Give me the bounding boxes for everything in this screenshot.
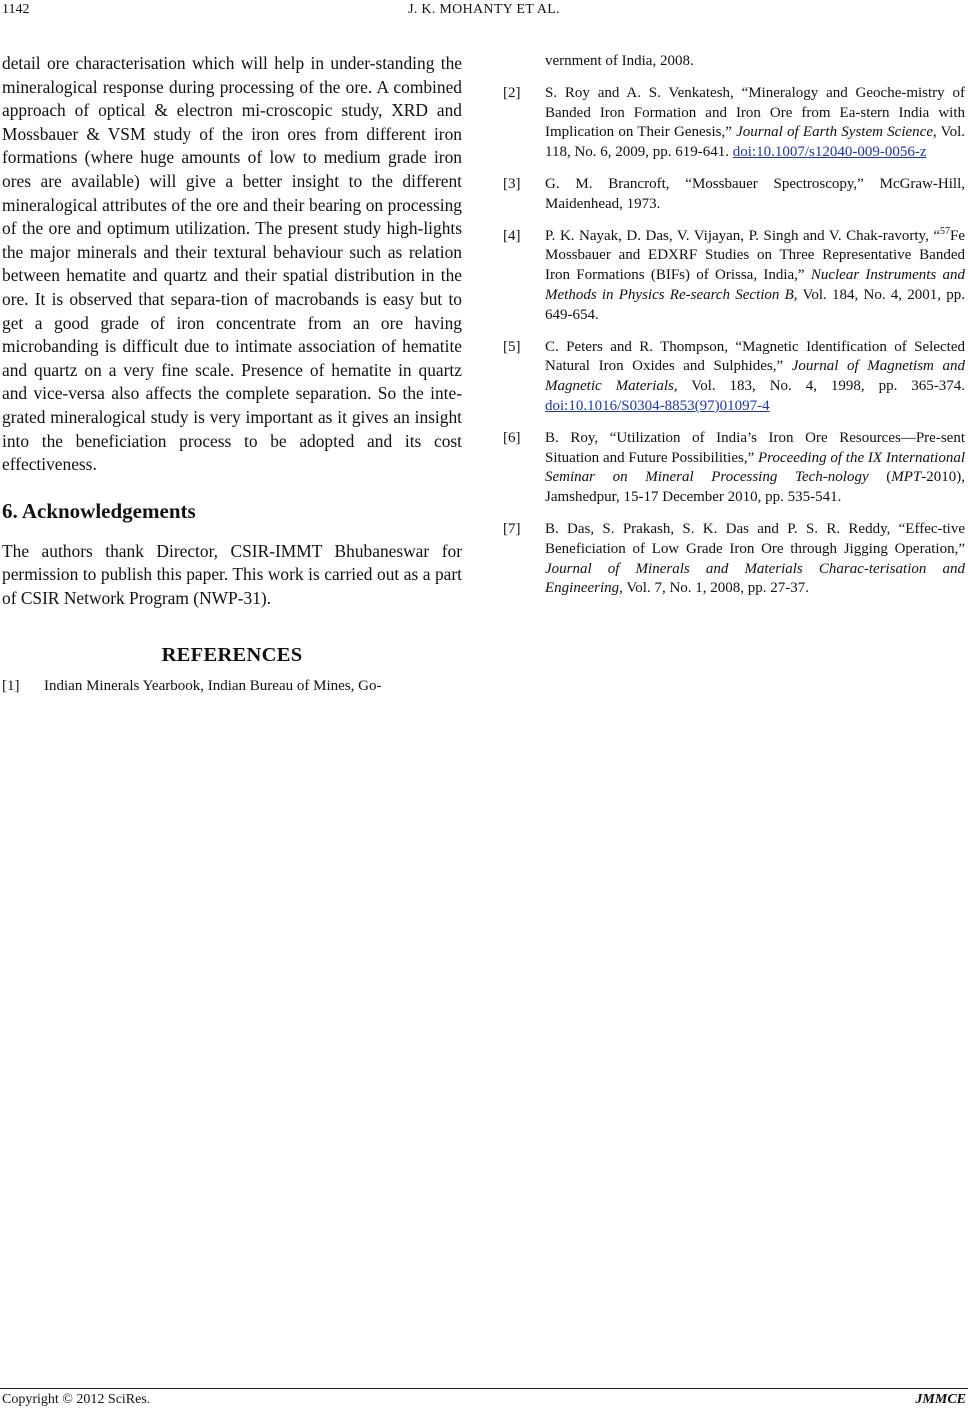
reference-journal: Journal of Magnetism and Magnetic Materials (545, 358, 965, 395)
footer-rule (0, 1388, 968, 1389)
reference-text: G. M. Brancroft, “Mossbauer Spectroscopy,” McGraw-Hill, Maidenhead, 1973. (545, 175, 965, 212)
left-column (2, 52, 462, 709)
reference-number: [5] (503, 338, 521, 355)
reference-authors-title: P. K. Nayak, D. Das, V. Vijayan, P. Singh and V. Chak-ravorty, “ (545, 227, 940, 244)
reference-authors-title: S. Roy and A. S. Venkatesh, “Mineralogy and Geoche-mistry of Banded Iron Formation and Iron Ore from Ea-stern India with Implication on Their Genesis,” (545, 84, 965, 141)
doi-link[interactable]: doi:10.1016/S0304-8853(97)01097-4 (545, 397, 770, 414)
copyright-notice: Copyright © 2012 SciRes. (2, 1392, 151, 1407)
reference-text: Indian Minerals Yearbook, Indian Bureau of Mines, Go- (44, 678, 382, 695)
references-heading: REFERENCES (161, 644, 303, 667)
reference-7 (503, 520, 965, 599)
reference-mpt: MPT (891, 469, 922, 486)
reference-number: [2] (503, 84, 521, 101)
body-paragraph: detail ore characterisation which will help in under-standing the mineralogical response during processing of the ore. A combined approach of optical & electron mi-croscopic study, XRD and Mossbauer & VSM study of the iron ores from different iron formations (where huge amounts of low to medium grade iron ores are available) will give a better insight to the different mineralogical attributes of the ore and their bearing on processing of the ore and optimum utilization. The present study high-lights the major minerals and their textural behaviour such as relation between hematite and quartz and their spatial distribution in the ore. It is observed that separa-tion of macrobands is easy but to get a good grade of iron concentrate from an ore having microbanding is difficult due to intimate association of hematite and quartz on a very fine scale. Presence of hematite in quartz and vice-versa also affects the complete separation. So the inte-grated mineralogical study is very important as it gives an insight into the beneficiation process to be adopted and its cost effectiveness. (2, 53, 462, 475)
page-number: 1142 (2, 2, 30, 17)
reference-number: [6] (503, 429, 521, 446)
doi-link[interactable]: doi:10.1007/s12040-009-0056-z (732, 144, 927, 161)
reference-1-continued (503, 52, 965, 72)
reference-details: , Vol. 118, No. 6, 2009, pp. 619-641. (545, 124, 966, 161)
reference-6 (503, 429, 965, 508)
reference-title-cont: Fe Mossbauer and EDXRF Studies on Three Representative Banded Iron Formations (BIFs) of Orissa, India,” (545, 227, 965, 284)
page-header (0, 0, 968, 24)
reference-details: , Vol. 184, No. 4, 2001, pp. 649-654. (545, 286, 965, 323)
reference-number: [3] (503, 175, 521, 192)
reference-text: vernment of India, 2008. (545, 53, 694, 69)
reference-number: [1] (2, 678, 20, 695)
reference-journal: Nuclear Instruments and Methods in Physics Re-search Section B (545, 267, 965, 303)
reference-journal: Journal of Minerals and Materials Charac-terisation and Engineering (545, 560, 965, 597)
reference-5 (503, 338, 965, 417)
acknowledgements-text: The authors thank Director, CSIR-IMMT Bhubaneswar for permission to publish this paper. This work is carried out as a part of CSIR Network Program (NWP-31). (2, 540, 462, 608)
reference-proceeding: Proceeding of the IX International Seminar on Mineral Processing Tech-nology (545, 449, 965, 486)
reference-authors-title: C. Peters and R. Thompson, “Magnetic Identification of Selected Natural Iron Oxides and Sulphides,” (545, 338, 965, 375)
journal-abbreviation: JMMCE (915, 1392, 966, 1407)
reference-number: [4] (503, 227, 521, 244)
running-head: J. K. MOHANTY ET AL. (408, 2, 560, 17)
reference-number: [7] (503, 520, 521, 537)
reference-details: -2010), Jamshedpur, 15-17 December 2010, pp. 535-541. (545, 469, 965, 506)
reference-1 (2, 677, 462, 697)
reference-paren: ( (868, 469, 892, 486)
acknowledgements-heading: 6. Acknowledgements (2, 498, 196, 523)
isotope-superscript: 57 (940, 225, 950, 237)
right-column (503, 52, 965, 611)
reference-details: , Vol. 7, No. 1, 2008, pp. 27-37. (619, 580, 810, 597)
reference-journal: Journal of Earth System Science (736, 124, 933, 141)
reference-3 (503, 175, 965, 215)
reference-2 (503, 84, 965, 163)
reference-details: , Vol. 183, No. 4, 1998, pp. 365-374. (673, 378, 965, 395)
reference-4 (503, 227, 965, 326)
reference-authors-title: B. Das, S. Prakash, S. K. Das and P. S. R. Reddy, “Effec-tive Beneficiation of Low Grade Iron Ore through Jigging Operation,” (545, 520, 965, 557)
reference-authors-title: B. Roy, “Utilization of India’s Iron Ore Resources—Pre-sent Situation and Future Possibilities,” (545, 429, 965, 466)
